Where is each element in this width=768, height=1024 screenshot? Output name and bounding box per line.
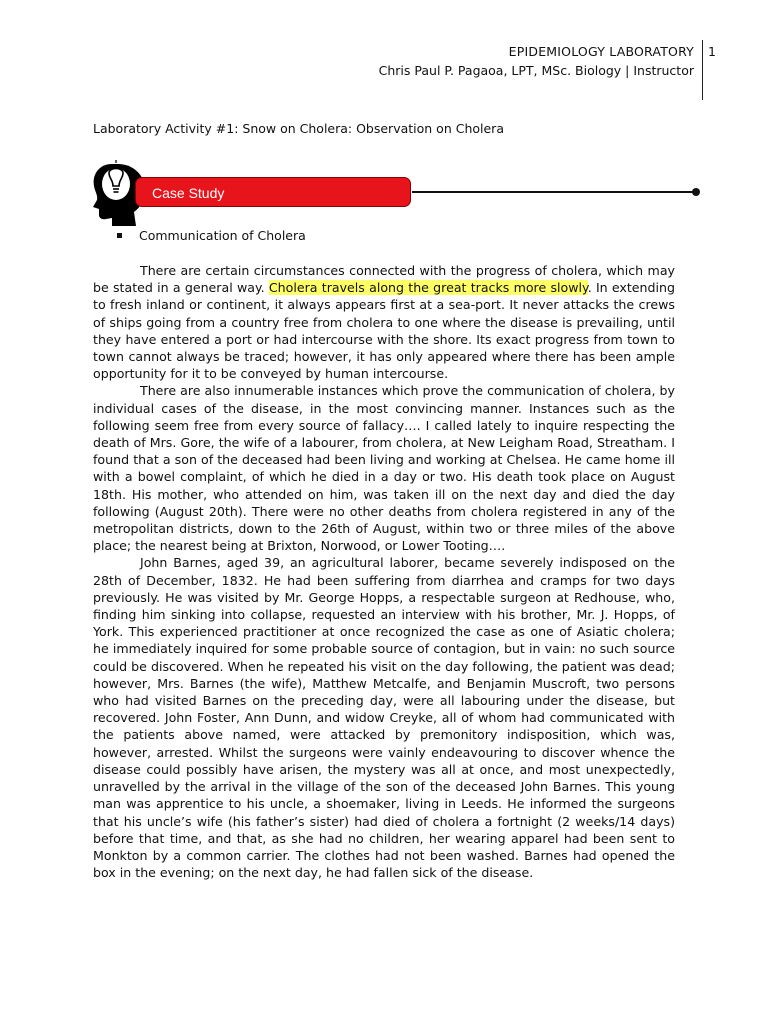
section-heading-text: Communication of Cholera [139,228,306,243]
header-instructor: Chris Paul P. Pagaoa, LPT, MSc. Biology | Instructor [378,63,694,78]
banner-rule [412,191,694,193]
case-study-label: Case Study [152,185,225,201]
case-study-label-box [135,177,411,207]
header-title: EPIDEMIOLOGY LABORATORY [508,44,694,59]
paragraph-3: John Barnes, aged 39, an agricultural laborer, became severely indisposed on the 28th of December, 1832. He had been suffering from diarrhea and cramps for two days previously. He was visited by Mr. George Hopps, a respectable surgeon at Redhouse, who, finding him sinking into collapse, requested an interview with his brother, Mr. J. Hopps, of York. This experienced practitioner at once recognized the case as one of Asiatic cholera; he immediately inquired for some probable source of contagion, but in vain: no such source could be discovered. When he repeated his visit on the day following, the patient was dead; however, Mrs. Barnes (the wife), Matthew Metcalfe, and Benjamin Muscroft, two persons who had visited Barnes on the preceding day, were all labouring under the disease, but recovered. John Foster, Ann Dunn, and widow Creyke, all of whom had communicated with the patients above named, were attacked by premonitory indisposition, which was, however, arrested. Whilst the surgeons were vainly endeavouring to discover whence the disease could possibly have arisen, the mystery was all at once, and most unexpectedly, unravelled by the arrival in the village of the son of the deceased John Barnes. This young man was apprentice to his uncle, a shoemaker, living in Leeds. He informed the surgeons that his uncle’s wife (his father’s sister) had died of cholera a fortnight (2 weeks/14 days) before that time, and that, as she had no children, her wearing apparel had been sent to Monkton by a common carrier. The clothes had not been washed. Barnes had opened the box in the evening; on the next day, he had fallen sick of the disease. [93,555,675,881]
paragraph-1-end: . In extending to fresh inland or continent, it always appears first at a sea-port. It never attacks the crews of ships going from a country free from cholera to one where the disease is prevailing, until they have entered a port or had intercourse with the shore. Its exact progress from town to town cannot always be traced; however, it has only appeared where there has been ample opportunity for it to be conveyed by human intercourse. [93,280,676,382]
header-divider [702,40,703,100]
square-bullet-icon [117,233,122,238]
banner-rule-endpoint [692,188,700,196]
article-body [93,262,675,881]
highlighted-text: Cholera travels along the great tracks more slowly [268,280,588,296]
paragraph-2: There are also innumerable instances which prove the communication of cholera, by individual cases of the disease, in the most convincing manner. Instances such as the following seem free from every source of fallacy…. I called lately to inquire respecting the death of Mrs. Gore, the wife of a labourer, from cholera, at New Leigham Road, Streatham. I found that a son of the deceased had been living and working at Chelsea. He came home ill with a bowel complaint, of which he died in a day or two. His death took place on August 18th. His mother, who attended on him, was taken ill on the next day and died the day following (August 20th). There were no other deaths from cholera registered in any of the metropolitan districts, down to the 26th of August, within two or three miles of the above place; the nearest being at Brixton, Norwood, or Lower Tooting…. [93,383,675,554]
paragraph-1-start: There are certain circumstances connected with the progress of cholera, which may be stated in a general way. [93,263,675,296]
case-study-banner [90,160,700,230]
page-number: 1 [708,44,716,59]
paragraph-1 [93,262,675,382]
section-heading [117,228,306,243]
page-header [379,44,694,80]
activity-title: Laboratory Activity #1: Snow on Cholera: Observation on Cholera [93,121,504,136]
